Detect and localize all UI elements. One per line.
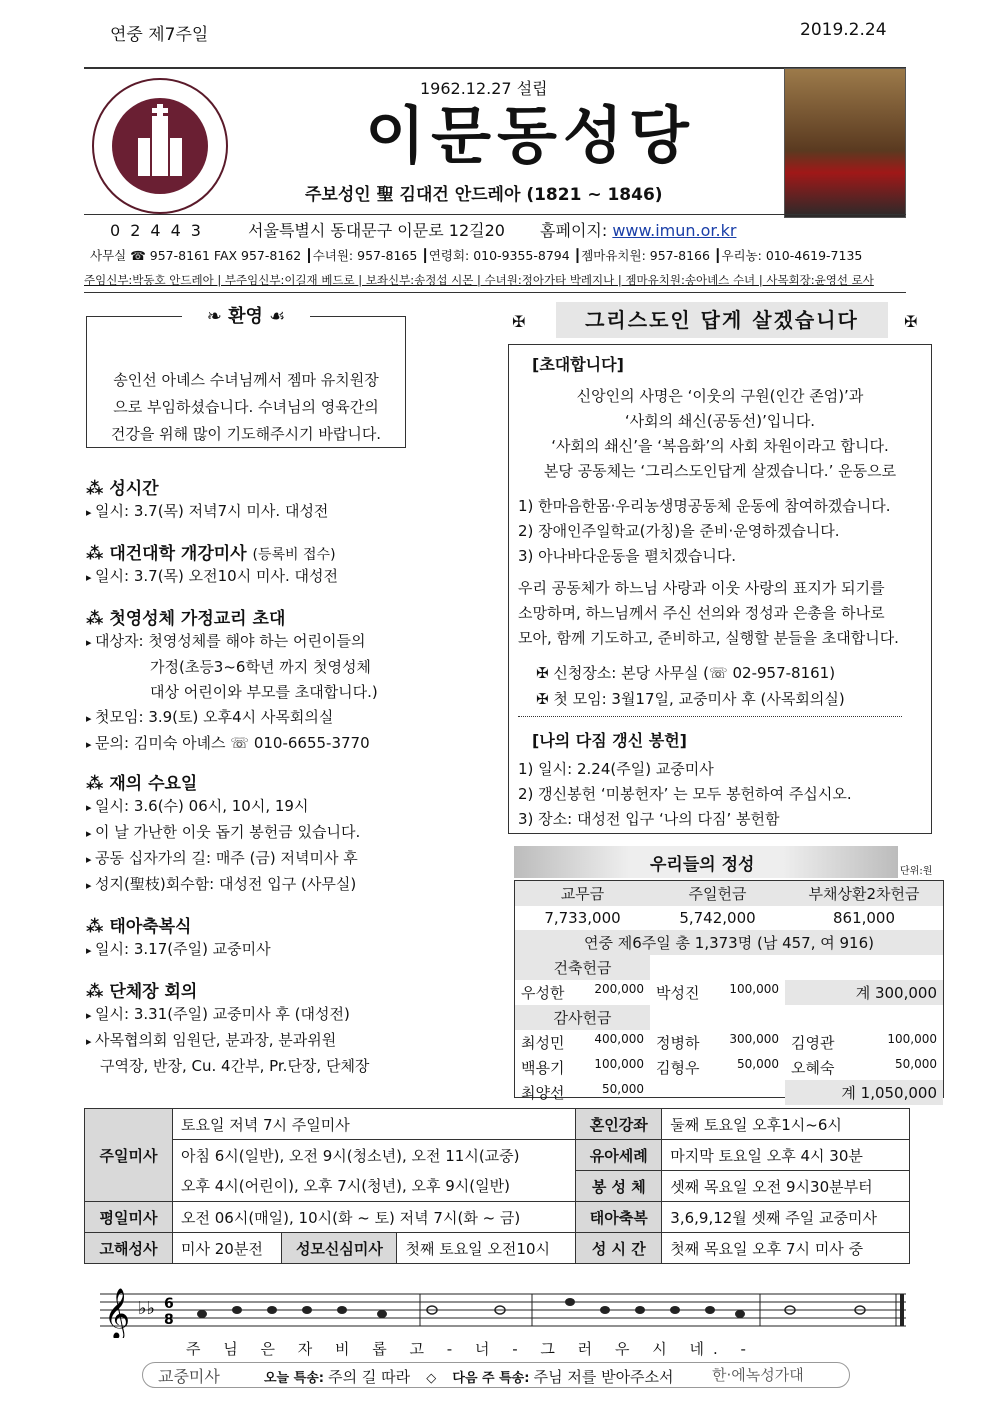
offering-header: 부채상환2차헌금 — [808, 885, 920, 903]
schedule-value: 셋째 목요일 오전 9시30분부터 — [662, 1171, 910, 1202]
attendance: 연중 제6주일 총 1,373명 (남 457, 여 916) — [583, 934, 874, 952]
list-item: ▸ 첫모임: 3.9(토) 오후4시 사목회의실 — [86, 705, 416, 731]
staff-row: 주임신부:박동호 안드레아 | 부주임신부:이길재 베드로 | 보좌신부:송정섭 시몬 | 수녀원:정아가타 박레지나 | 젬마유치원:송아녜스 수녀 | 사목회장:윤영선 로사 — [84, 273, 874, 287]
schedule-label: 유아세례 — [576, 1140, 662, 1171]
offering-unit: 단위:원 — [900, 866, 933, 877]
list-item: ▸ 일시: 3.17(주일) 교중미사 — [86, 937, 416, 963]
donor: 박성진 100,000 — [656, 982, 779, 1002]
section-title: ⁂ 성시간 — [86, 479, 159, 499]
diamond-icon: ◇ — [426, 1371, 437, 1386]
parish-title: 이문동성당 — [365, 99, 695, 172]
sun-mass-1: 아침 6시(일반), 오전 9시(청소년), 오전 11시(교중) — [173, 1140, 576, 1171]
list-item-cont: 가정(초등3~6학년 까지 첫영성체 — [150, 658, 371, 676]
lyrics: 주 님 은 자 비 롭 고 - 너 - 그 러 우 시 네. - — [186, 1340, 755, 1358]
offering-value: 861,000 — [832, 909, 896, 927]
list-item: ▸ 일시: 3.31(주일) 교중미사 후 (대성전) — [86, 1002, 416, 1028]
announcements — [86, 474, 416, 1079]
welcome-title: ❧ 환영 ☙ — [182, 302, 310, 332]
list-item: ▸ 이 날 가난한 이웃 돕기 봉헌금 있습니다. — [86, 820, 416, 846]
offering-header: 주일헌금 — [688, 885, 747, 903]
dotted-divider — [518, 716, 902, 717]
welcome-text: 송인선 아녜스 수녀님께서 젬마 유치원장 으로 부임하셨습니다. 수녀님의 영육간의 건강을 위해 많이 기도해주시기 바랍니다. — [110, 371, 382, 443]
homepage-label: 홈페이지: — [540, 221, 608, 240]
asterism-icon: ⁂ — [86, 982, 110, 1002]
list-item: ▸ 사목협의회 임원단, 분과장, 분과위원 — [86, 1028, 416, 1054]
patron-saint: 주보성인 聖 김대건 안드레아 (1821 ~ 1846) — [305, 185, 663, 205]
svg-text:8: 8 — [164, 1312, 174, 1328]
list-item: ▸ 대상자: 첫영성체를 해야 하는 어린이들의 — [86, 629, 416, 655]
pledge-title: [나의 다짐 갱신 봉헌] — [532, 731, 687, 750]
donor: 정병하 300,000 — [656, 1032, 779, 1052]
weekday-mass: 오전 06시(매일), 10시(화 ~ 토) 저녁 7시(화 ~ 금) — [173, 1202, 576, 1233]
seal-church-icon — [112, 98, 208, 194]
sun-mass-2: 오후 4시(어린이), 오후 7시(청년), 오후 9시(일반) — [173, 1171, 576, 1202]
address: 서울특별시 동대문구 이문로 12길20 — [248, 221, 505, 240]
list-item: ▸ 공동 십자가의 길: 매주 (금) 저녁미사 후 — [86, 846, 416, 872]
asterism-icon: ⁂ — [86, 544, 110, 564]
schedule-value: 첫째 목요일 오후 7시 미사 중 — [662, 1233, 910, 1264]
offering-header: 교무금 — [560, 885, 605, 903]
homepage-link[interactable]: www.imun.or.kr — [612, 221, 737, 240]
sat-mass: 토요일 저녁 7시 주일미사 — [173, 1109, 576, 1140]
list-item: ▸ 성지(聖枝)회수함: 대성전 입구 (사무실) — [86, 872, 416, 898]
campaign-para: 우리 공동체가 하느님 사랑과 이웃 사랑의 표지가 되기를 소망하며, 하느님께서 주신 선의와 정성과 은총을 하나로 모아, 함께 기도하고, 준비하고, 실행할 분들을 초대합니다. — [518, 579, 899, 647]
pledge-list: 1) 일시: 2.24(주일) 교중미사 2) 갱신봉헌 ‘미봉헌자’ 는 모두 봉헌하여 주십시오. 3) 장소: 대성전 입구 ‘나의 다짐’ 봉헌함 — [518, 760, 852, 828]
svg-text:♭♭: ♭♭ — [138, 1298, 155, 1319]
issue-date: 2019.2.24 — [800, 20, 887, 40]
campaign-details: ✠ 신청장소: 본당 사무실 (☏ 02-957-8161) ✠ 첫 모임: 3월17일, 교중미사 후 (사목회의실) — [536, 664, 845, 708]
zip-code: 02443 — [110, 221, 211, 240]
donor: 최양선 50,000 — [521, 1082, 644, 1102]
donor: 김영관 100,000 — [791, 1032, 937, 1052]
address-row — [110, 218, 736, 241]
section-title: ⁂ 첫영성체 가정교리 초대 — [86, 609, 286, 629]
founded-date: 1962.12.27 설립 — [420, 79, 548, 98]
schedule-value: 3,6,9,12월 셋째 주일 교중미사 — [662, 1202, 910, 1233]
sunday-label: 주일미사 — [85, 1109, 173, 1202]
section-title: ⁂ 대건대학 개강미사 (등록비 접수) — [86, 544, 336, 564]
thanks-total: 계 1,050,000 — [785, 1080, 943, 1105]
asterism-icon: ⁂ — [86, 774, 110, 794]
offering-title: 우리들의 정성 — [650, 855, 755, 875]
header-rule — [84, 67, 906, 69]
schedule-label: 봉 성 체 — [576, 1171, 662, 1202]
music-staff — [100, 1288, 910, 1338]
mass-schedule — [84, 1108, 910, 1264]
donor: 오혜숙 50,000 — [791, 1057, 937, 1077]
phone-row: 사무실 ☎ 957-8161 FAX 957-8162 ┃수녀원: 957-8165 ┃연령회: 010-9355-8794 ┃젬마유치원: 957-8166 ┃우리농: 010-4619-7135 — [90, 248, 863, 263]
confession-label: 고해성사 — [85, 1233, 173, 1264]
mary-value: 첫째 토요일 오전10시 — [397, 1233, 576, 1264]
laurel-icon: ☙ — [262, 306, 286, 327]
invite-title: [초대합니다] — [532, 355, 624, 374]
donor: 백용기 100,000 — [521, 1057, 644, 1077]
confession-value: 미사 20분전 — [173, 1233, 282, 1264]
weekday-label: 평일미사 — [85, 1202, 173, 1233]
building-total: 계 300,000 — [785, 980, 943, 1005]
schedule-label: 성 시 간 — [576, 1233, 662, 1264]
campaign-banner: 그리스도인 답게 살겠습니다 — [556, 302, 888, 338]
treble-clef-icon: 𝄞 — [104, 1288, 131, 1338]
cross-icon: ✠ — [512, 312, 526, 331]
schedule-value: 마지막 토요일 오후 4시 30분 — [662, 1140, 910, 1171]
list-item: ▸ 일시: 3.7(목) 오전10시 미사. 대성전 — [86, 564, 416, 590]
thanks-label: 감사헌금 — [515, 1005, 650, 1030]
mary-label: 성모신심미사 — [282, 1233, 397, 1264]
donor: 최성민 400,000 — [521, 1032, 644, 1052]
list-item-cont: 구역장, 반장, Cu. 4간부, Pr.단장, 단체장 — [100, 1057, 370, 1075]
list-item: ▸ 일시: 3.6(수) 06시, 10시, 19시 — [86, 794, 416, 820]
week-label: 연중 제7주일 — [110, 25, 209, 45]
cross-icon: ✠ — [904, 312, 918, 331]
list-item-cont: 대상 어린이와 부모를 초대합니다.) — [150, 683, 378, 701]
svg-text:6: 6 — [164, 1296, 174, 1312]
info-rule — [84, 214, 906, 215]
list-item: ▸ 문의: 김미숙 아녜스 ☏ 010-6655-3770 — [86, 731, 416, 757]
donor: 김형우 50,000 — [656, 1057, 779, 1077]
campaign-intro: 신앙인의 사명은 ‘이웃의 구원(인간 존엄)’과 ‘사회의 쇄신(공동선)’입니다. ‘사회의 쇄신’을 ‘복음화’의 사회 차원이라고 합니다. 본당 공동체는 ‘그리스도인답게 살겠습니다.’ 운동으로 — [543, 387, 897, 480]
donor: 우성한 200,000 — [521, 982, 644, 1002]
schedule-value: 둘째 토요일 오후1시~6시 — [662, 1109, 910, 1140]
offering-value: 5,742,000 — [679, 909, 756, 927]
section-title: ⁂ 단체장 회의 — [86, 982, 198, 1002]
special-songs: 오늘 특송: 주의 길 따라 ◇ 다음 주 특송: 주님 저를 받아주소서 — [264, 1368, 674, 1386]
saint-portrait — [784, 68, 906, 218]
staff-rule — [84, 292, 906, 293]
parish-seal — [92, 78, 228, 214]
offering-table — [514, 880, 944, 1102]
section-title: ⁂ 태아축복식 — [86, 917, 192, 937]
choir-name: 한·에녹성가대 — [712, 1366, 804, 1384]
asterism-icon: ⁂ — [86, 609, 110, 629]
building-label: 건축헌금 — [515, 955, 650, 980]
section-title: ⁂ 재의 수요일 — [86, 774, 198, 794]
asterism-icon: ⁂ — [86, 479, 110, 499]
offering-value: 7,733,000 — [544, 909, 621, 927]
laurel-icon: ❧ — [206, 306, 229, 327]
asterism-icon: ⁂ — [86, 917, 110, 937]
list-item: ▸ 일시: 3.7(목) 저녁7시 미사. 대성전 — [86, 499, 416, 525]
footer-mass-label: 교중미사 — [158, 1367, 220, 1386]
schedule-label: 태아축복 — [576, 1202, 662, 1233]
campaign-points: 1) 한마음한몸·우리농생명공동체 운동에 참여하겠습니다. 2) 장애인주일학교(가칭)을 준비·운영하겠습니다. 3) 아나바다운동을 펼치겠습니다. — [518, 497, 891, 565]
schedule-label: 혼인강좌 — [576, 1109, 662, 1140]
